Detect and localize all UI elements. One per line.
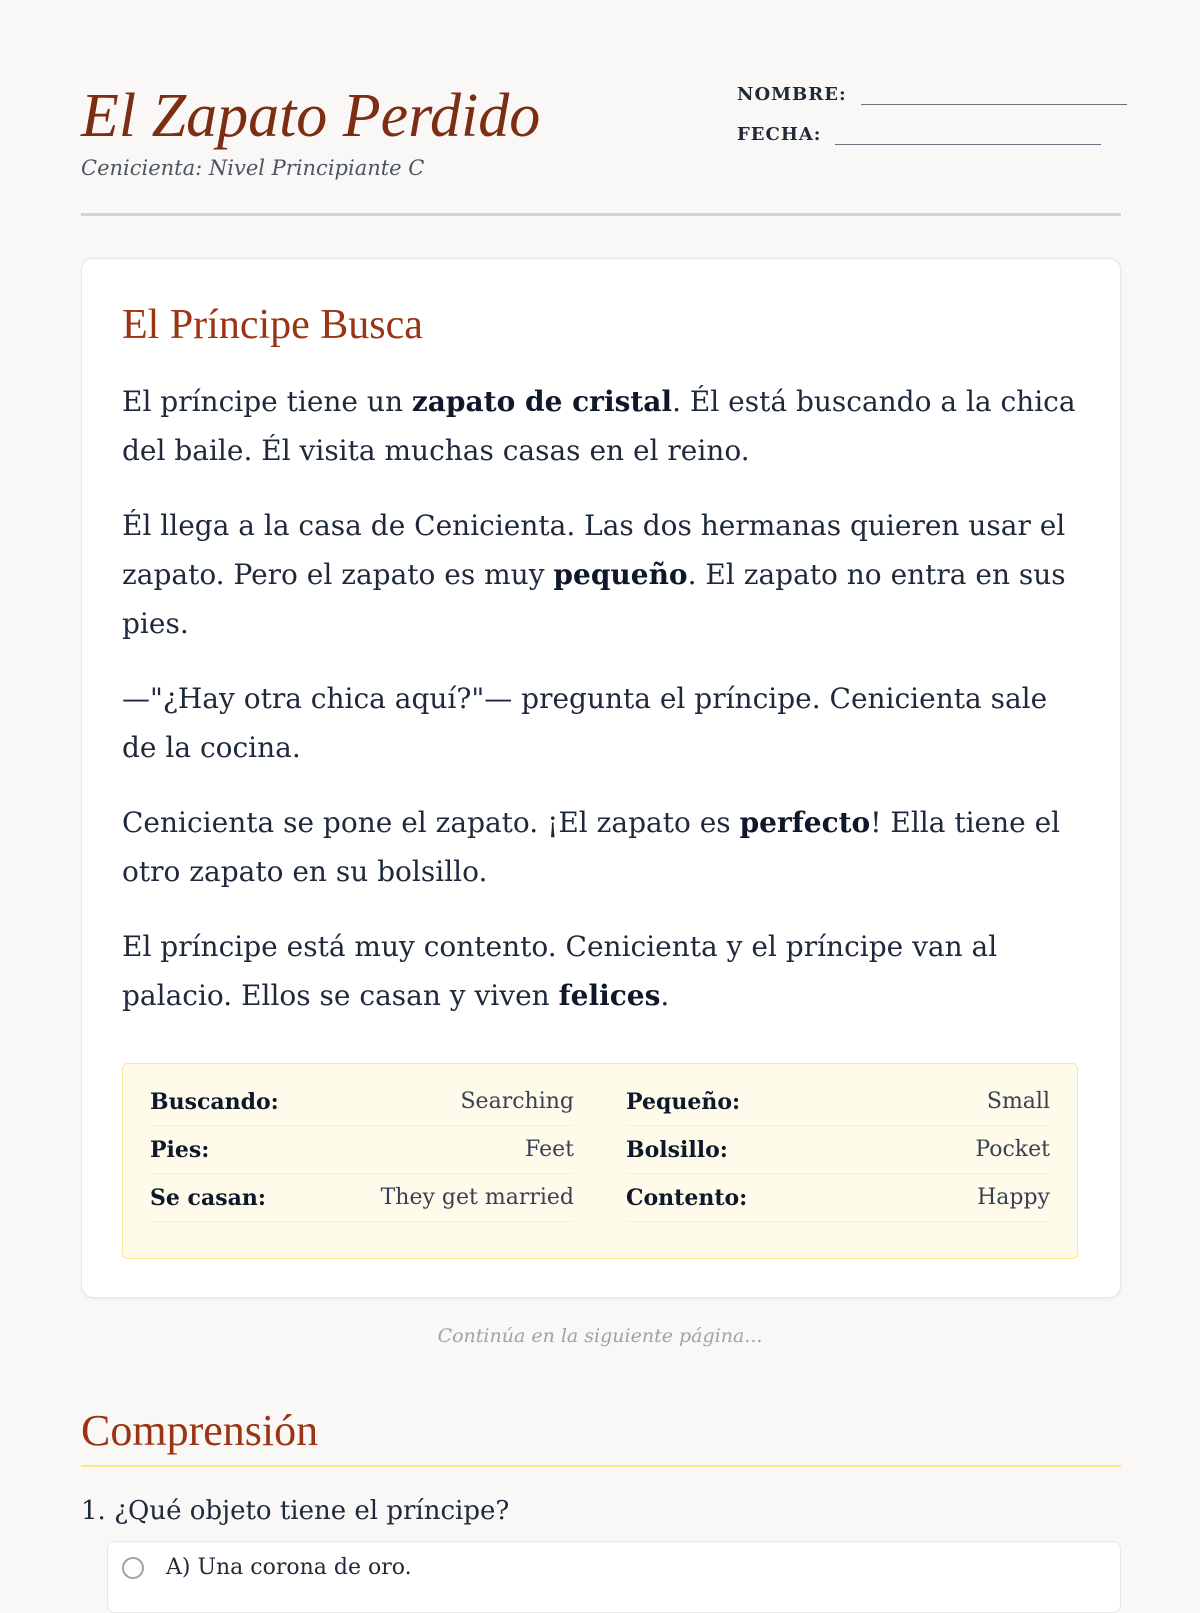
story-text-run: Él llega a la casa de Cenicienta. Las dos hermanas quieren usar el zapato. Pero el zapato es muy [122,509,1066,591]
name-blank-line[interactable] [861,86,1127,105]
story-text-run: . [660,979,670,1012]
story-keyword: zapato de cristal [411,385,673,418]
worksheet-subtitle: Cenicienta: Nivel Principiante C [81,156,425,180]
comprehension-title: Comprensión [81,1406,319,1455]
header-divider [81,213,1121,216]
date-field [737,124,1101,145]
vocab-definition: Searching [460,1089,574,1114]
vocab-term: Pequeño: [626,1088,741,1115]
vocabulary-box [122,1063,1078,1259]
radio-circle-icon[interactable] [122,1557,144,1579]
question-1: 1. ¿Qué objeto tiene el príncipe? [81,1496,510,1526]
story-keyword: perfecto [739,806,871,839]
name-label: NOMBRE: [737,84,847,105]
reading-card [81,258,1121,1298]
story-paragraph [122,674,1082,772]
vocab-row [150,1174,574,1222]
story-paragraph [122,501,1082,648]
story-text [122,377,1082,1046]
story-keyword: felices [558,979,661,1012]
comprehension-divider [81,1465,1121,1467]
date-label: FECHA: [737,124,822,145]
vocab-definition: Pocket [975,1137,1050,1162]
story-text-run: . El zapato no entra en sus pies. [122,558,1066,640]
story-text-run: El príncipe tiene un [122,385,412,418]
answer-option-label: A) Una corona de oro. [166,1555,412,1580]
story-paragraph [122,922,1082,1020]
date-blank-line[interactable] [835,126,1101,145]
continue-note: Continúa en la siguiente página... [437,1325,763,1347]
story-keyword: pequeño [553,558,688,591]
story-paragraph [122,377,1082,475]
vocab-term: Se casan: [150,1184,266,1211]
vocab-row [626,1078,1050,1126]
vocab-definition: They get married [380,1185,574,1210]
worksheet-header [81,80,1121,216]
vocab-term: Pies: [150,1136,210,1163]
story-paragraph [122,798,1082,896]
vocab-row [150,1126,574,1174]
story-text-run: ! Ella tiene el otro zapato en su bolsillo. [122,806,1061,888]
vocab-term: Contento: [626,1184,748,1211]
name-field [737,84,1127,105]
reading-title: El Príncipe Busca [122,302,423,348]
vocab-row [150,1078,574,1126]
vocab-definition: Happy [977,1185,1050,1210]
vocab-row [626,1174,1050,1222]
vocab-definition: Feet [525,1137,574,1162]
vocab-term: Bolsillo: [626,1136,728,1163]
vocab-row [626,1126,1050,1174]
story-text-run: . Él está buscando a la chica del baile. Él visita muchas casas en el reino. [122,385,1076,467]
answer-option-a[interactable] [107,1541,1121,1613]
story-text-run: Cenicienta se pone el zapato. ¡El zapato es [122,806,740,839]
story-text-run: —"¿Hay otra chica aquí?"— pregunta el príncipe. Cenicienta sale de la cocina. [122,682,1048,764]
story-text-run: El príncipe está muy contento. Cenicienta y el príncipe van al palacio. Ellos se casan y viven [122,930,998,1012]
vocab-term: Buscando: [150,1088,279,1115]
vocab-definition: Small [986,1089,1050,1114]
worksheet-title: El Zapato Perdido [81,82,541,150]
